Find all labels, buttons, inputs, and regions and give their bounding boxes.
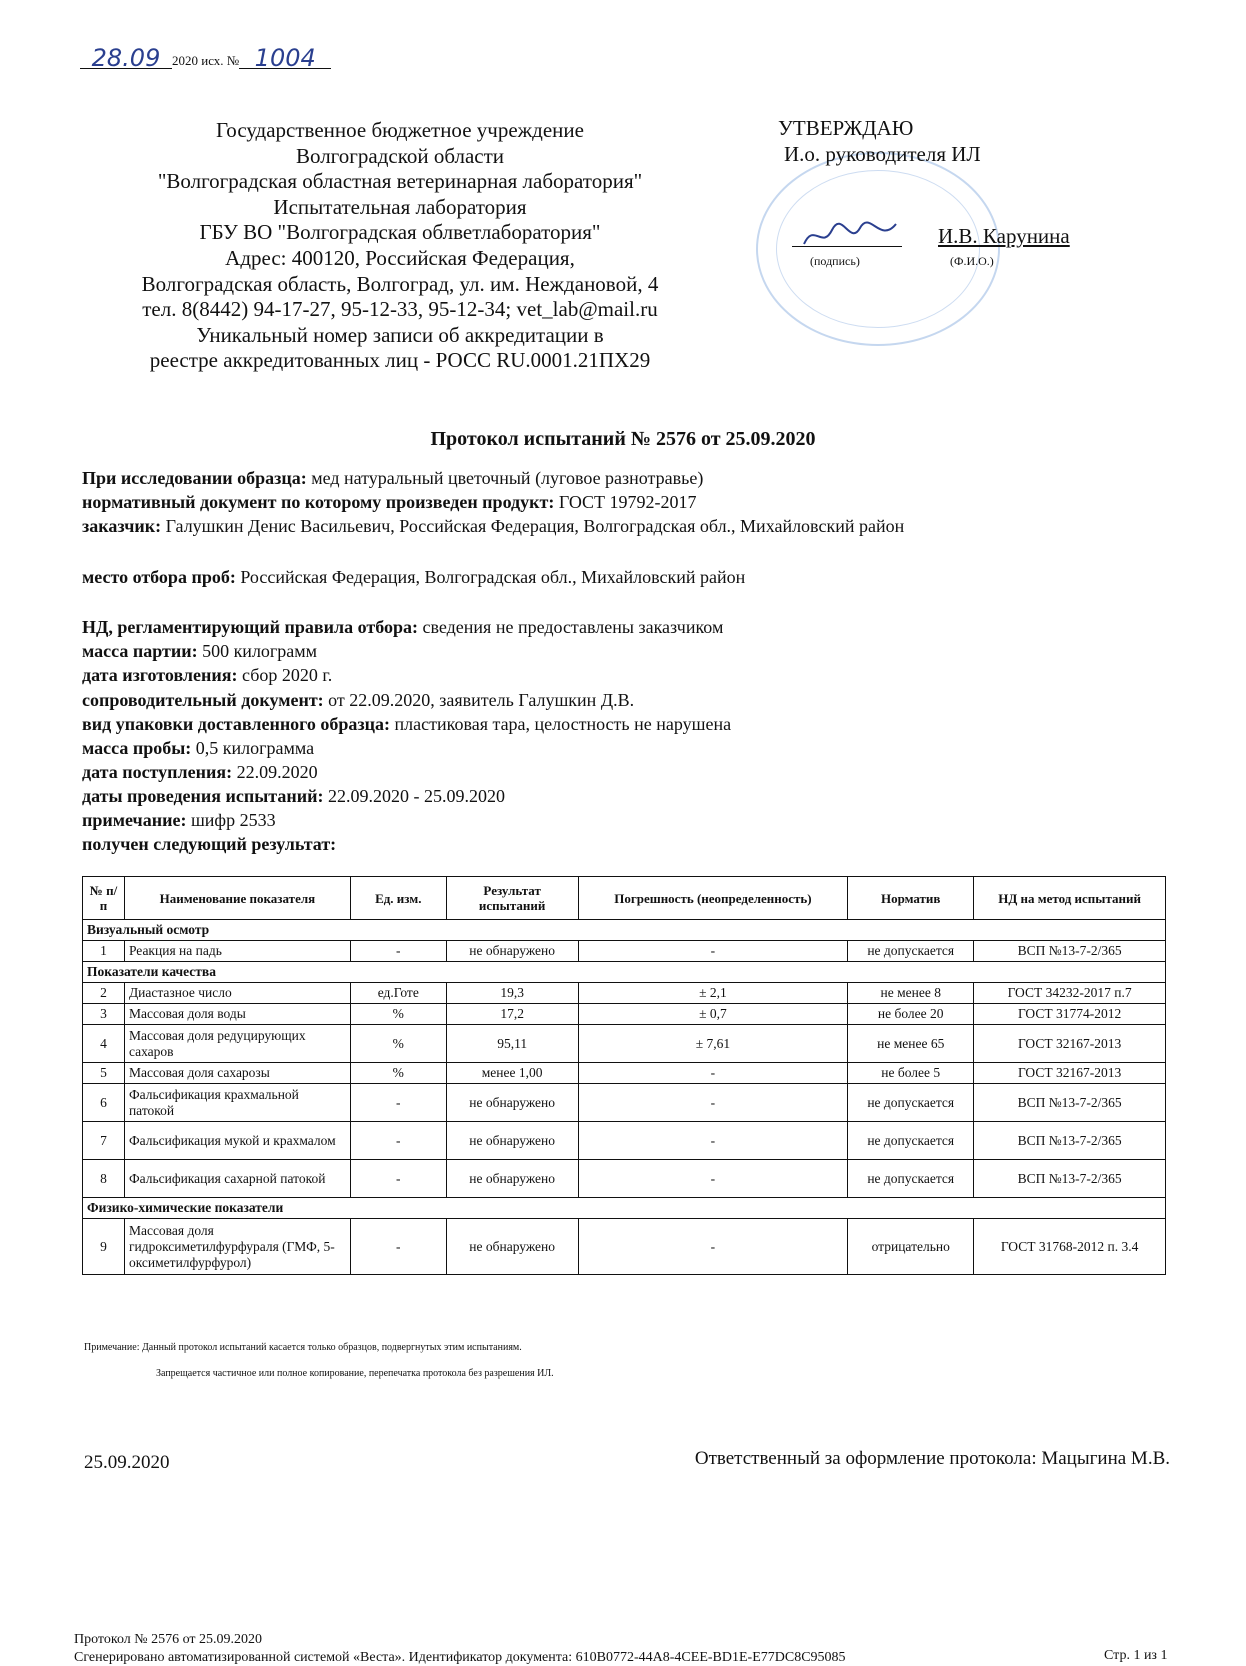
cell-norm: не допускается — [848, 941, 974, 962]
cell-norm: не менее 65 — [848, 1025, 974, 1063]
cell-result: не обнаружено — [446, 1084, 578, 1122]
cell-unit: - — [350, 1219, 446, 1275]
cell-uncertainty: - — [578, 1063, 848, 1084]
cell-number: 6 — [83, 1084, 125, 1122]
cell-indicator: Массовая доля гидроксиметилфурфураля (ГМФ, 5-оксиметилфурфурол) — [124, 1219, 350, 1275]
info-line — [82, 468, 703, 489]
section-title: Показатели качества — [83, 962, 1166, 983]
cell-unit: - — [350, 941, 446, 962]
cell-uncertainty: ± 2,1 — [578, 983, 848, 1004]
table-row — [83, 1219, 1166, 1275]
info-value: 0,5 килограмма — [191, 738, 315, 758]
cell-method: ВСП №13-7-2/365 — [974, 941, 1166, 962]
note-scope: Примечание: Данный протокол испытаний касается только образцов, подвергнутых этим испытаниям. — [84, 1342, 522, 1353]
cell-method: ВСП №13-7-2/365 — [974, 1122, 1166, 1160]
info-value: от 22.09.2020, заявитель Галушкин Д.В. — [323, 690, 635, 710]
info-label: При исследовании образца: — [82, 468, 307, 488]
info-value: 22.09.2020 - 25.09.2020 — [323, 786, 505, 806]
org-line: Волгоградской области — [295, 143, 505, 168]
footer-generated: Сгенерировано автоматизированной системой «Веста». Идентификатор документа: 610B0772-44A8-4CEE-BD1E-E77DC8C95085 — [74, 1650, 846, 1665]
info-label: примечание: — [82, 810, 187, 830]
organization-block — [80, 118, 720, 374]
cell-unit: - — [350, 1084, 446, 1122]
cell-unit: % — [350, 1004, 446, 1025]
cell-unit: - — [350, 1160, 446, 1198]
cell-indicator: Массовая доля сахарозы — [124, 1063, 350, 1084]
info-label: получен следующий результат: — [82, 834, 337, 854]
cell-result: менее 1,00 — [446, 1063, 578, 1084]
info-label: масса пробы: — [82, 738, 192, 758]
cell-indicator: Реакция на падь — [124, 941, 350, 962]
info-line — [82, 738, 314, 759]
org-line: Государственное бюджетное учреждение — [216, 118, 584, 142]
handwritten-date: 28.09 — [91, 44, 161, 72]
approval-title: УТВЕРЖДАЮ — [778, 116, 914, 140]
column-header: Норматив — [848, 877, 974, 920]
cell-norm: не менее 8 — [848, 983, 974, 1004]
cell-unit: ед.Готе — [350, 983, 446, 1004]
cell-unit: % — [350, 1063, 446, 1084]
cell-norm: отрицательно — [848, 1219, 974, 1275]
info-value: Галушкин Денис Васильевич, Российская Федерация, Волгоградская обл., Михайловский район — [161, 516, 905, 536]
org-line: тел. 8(8442) 94-17-27, 95-12-33, 95-12-34; vet_lab@mail.ru — [142, 297, 658, 322]
cell-result: не обнаружено — [446, 941, 578, 962]
fio-caption: (Ф.И.О.) — [950, 254, 994, 268]
cell-method: ГОСТ 31774-2012 — [974, 1004, 1166, 1025]
cell-norm: не допускается — [848, 1160, 974, 1198]
info-value: ГОСТ 19792-2017 — [554, 492, 697, 512]
cell-uncertainty: - — [578, 1219, 848, 1275]
info-label: место отбора проб: — [82, 567, 236, 587]
note-copy-restriction: Запрещается частичное или полное копирование, перепечатка протокола без разрешения ИЛ. — [156, 1368, 554, 1379]
cell-method: ВСП №13-7-2/365 — [974, 1160, 1166, 1198]
table-row — [83, 941, 1166, 962]
column-header: Результат испытаний — [446, 877, 578, 920]
column-header: Наименование показателя — [124, 877, 350, 920]
protocol-title: Протокол испытаний № 2576 от 25.09.2020 — [430, 428, 816, 450]
bottom-date: 25.09.2020 — [84, 1452, 170, 1473]
cell-number: 5 — [83, 1063, 125, 1084]
cell-number: 7 — [83, 1122, 125, 1160]
section-row — [83, 962, 1166, 983]
org-line: Волгоградская область, Волгоград, ул. им. Неждановой, 4 — [141, 271, 659, 296]
org-line: реестре аккредитованных лиц - РОСС RU.0001.21ПХ29 — [149, 348, 651, 373]
table-row — [83, 983, 1166, 1004]
section-row — [83, 1198, 1166, 1219]
info-label: НД, регламентирующий правила отбора: — [82, 617, 418, 637]
handwritten-number: 1004 — [254, 44, 316, 72]
info-label: сопроводительный документ: — [82, 690, 324, 710]
cell-uncertainty: ± 0,7 — [578, 1004, 848, 1025]
info-line — [82, 810, 276, 831]
cell-uncertainty: - — [578, 1084, 848, 1122]
cell-result: не обнаружено — [446, 1160, 578, 1198]
footer-page: Стр. 1 из 1 — [1104, 1648, 1168, 1663]
info-line — [82, 617, 723, 638]
reference-year-text: 2020 исх. № — [172, 53, 240, 68]
table-header-row — [83, 877, 1166, 920]
cell-result: 95,11 — [446, 1025, 578, 1063]
cell-method: ВСП №13-7-2/365 — [974, 1084, 1166, 1122]
info-value: шифр 2533 — [186, 810, 276, 830]
org-line: Адрес: 400120, Российская Федерация, — [225, 245, 575, 270]
cell-method: ГОСТ 34232-2017 п.7 — [974, 983, 1166, 1004]
info-line — [82, 567, 745, 588]
cell-method: ГОСТ 31768-2012 п. 3.4 — [974, 1219, 1166, 1275]
section-title: Физико-химические показатели — [83, 1198, 1166, 1219]
info-line — [82, 690, 634, 711]
cell-indicator: Массовая доля воды — [124, 1004, 350, 1025]
info-line — [82, 665, 332, 686]
info-label: заказчик: — [82, 516, 162, 536]
info-line — [82, 786, 505, 807]
column-header: НД на метод испытаний — [974, 877, 1166, 920]
cell-result: 17,2 — [446, 1004, 578, 1025]
info-value: 500 килограмм — [197, 641, 318, 661]
cell-method: ГОСТ 32167-2013 — [974, 1063, 1166, 1084]
cell-number: 3 — [83, 1004, 125, 1025]
table-row — [83, 1025, 1166, 1063]
info-value: Российская Федерация, Волгоградская обл., Михайловский район — [235, 567, 746, 587]
signature-caption: (подпись) — [810, 254, 860, 268]
table-row — [83, 1063, 1166, 1084]
info-line — [82, 714, 731, 735]
cell-method: ГОСТ 32167-2013 — [974, 1025, 1166, 1063]
cell-norm: не более 20 — [848, 1004, 974, 1025]
info-value: мед натуральный цветочный (луговое разнотравье) — [306, 468, 704, 488]
cell-norm: не более 5 — [848, 1063, 974, 1084]
results-table — [82, 876, 1166, 1275]
org-line: Уникальный номер записи об аккредитации в — [196, 322, 604, 347]
cell-result: не обнаружено — [446, 1122, 578, 1160]
approval-role: И.о. руководителя ИЛ — [784, 142, 981, 166]
info-value: пластиковая тара, целостность не нарушена — [390, 714, 732, 734]
cell-result: 19,3 — [446, 983, 578, 1004]
info-value: 22.09.2020 — [232, 762, 318, 782]
responsible-person: Ответственный за оформление протокола: Мацыгина М.В. — [694, 1448, 1170, 1469]
cell-unit: - — [350, 1122, 446, 1160]
cell-uncertainty: ± 7,61 — [578, 1025, 848, 1063]
approver-name: И.В. Карунина — [938, 224, 1070, 248]
cell-number: 1 — [83, 941, 125, 962]
info-line — [82, 492, 697, 513]
info-label: масса партии: — [82, 641, 198, 661]
cell-number: 4 — [83, 1025, 125, 1063]
info-value: сведения не предоставлены заказчиком — [418, 617, 724, 637]
cell-norm: не допускается — [848, 1084, 974, 1122]
info-line — [82, 762, 318, 783]
info-label: дата поступления: — [82, 762, 233, 782]
cell-result: не обнаружено — [446, 1219, 578, 1275]
cell-indicator: Массовая доля редуцирующих сахаров — [124, 1025, 350, 1063]
cell-uncertainty: - — [578, 1160, 848, 1198]
cell-indicator: Фальсификация сахарной патокой — [124, 1160, 350, 1198]
cell-norm: не допускается — [848, 1122, 974, 1160]
cell-number: 9 — [83, 1219, 125, 1275]
cell-number: 8 — [83, 1160, 125, 1198]
cell-indicator: Фальсификация мукой и крахмалом — [124, 1122, 350, 1160]
info-label: дата изготовления: — [82, 665, 238, 685]
table-row — [83, 1004, 1166, 1025]
cell-unit: % — [350, 1025, 446, 1063]
signature-mark — [800, 216, 910, 256]
info-label: вид упаковки доставленного образца: — [82, 714, 391, 734]
info-label: даты проведения испытаний: — [82, 786, 324, 806]
column-header: Погрешность (неопределенность) — [578, 877, 848, 920]
org-line: "Волгоградская областная ветеринарная лаборатория" — [157, 169, 643, 194]
table-row — [83, 1122, 1166, 1160]
cell-indicator: Диастазное число — [124, 983, 350, 1004]
info-line — [82, 641, 317, 662]
org-line: ГБУ ВО "Волгоградская облветлаборатория" — [199, 220, 601, 245]
column-header: № п/п — [83, 877, 125, 920]
footer-protocol: Протокол № 2576 от 25.09.2020 — [74, 1632, 263, 1647]
cell-uncertainty: - — [578, 1122, 848, 1160]
info-line — [82, 516, 904, 537]
section-title: Визуальный осмотр — [83, 920, 1166, 941]
table-row — [83, 1084, 1166, 1122]
outgoing-reference — [80, 44, 331, 72]
table-row — [83, 1160, 1166, 1198]
cell-uncertainty: - — [578, 941, 848, 962]
cell-indicator: Фальсификация крахмальной патокой — [124, 1084, 350, 1122]
info-line — [82, 834, 336, 855]
column-header: Ед. изм. — [350, 877, 446, 920]
info-value: сбор 2020 г. — [237, 665, 333, 685]
org-line: Испытательная лаборатория — [273, 194, 527, 219]
cell-number: 2 — [83, 983, 125, 1004]
info-label: нормативный документ по которому произведен продукт: — [82, 492, 555, 512]
section-row — [83, 920, 1166, 941]
